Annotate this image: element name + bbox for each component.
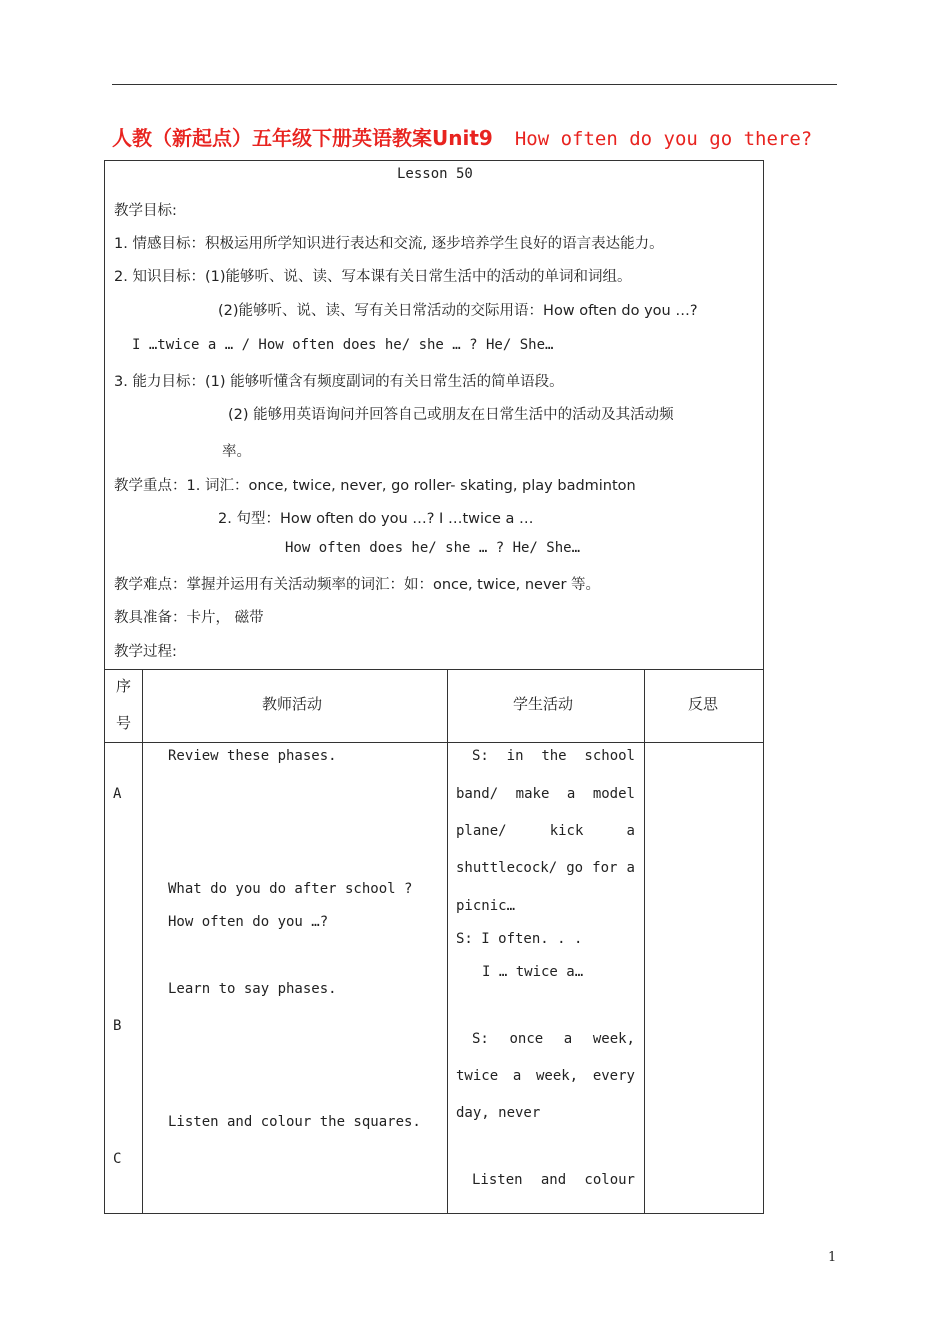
title-chinese: 人教（新起点）五年级下册英语教案Unit9 xyxy=(112,126,493,150)
teacher-activity-how-often: How often do you …? xyxy=(168,914,329,930)
student-line: twice a week, every xyxy=(456,1068,635,1084)
col-divider-1 xyxy=(142,669,143,1214)
ability-objective-2: (2) 能够用英语询问并回答自己或朋友在日常生活中的活动及其活动频 xyxy=(228,407,674,423)
lesson-label: Lesson 50 xyxy=(397,166,473,182)
student-line: S: once a week, xyxy=(472,1031,635,1047)
materials: 教具准备：卡片， 磁带 xyxy=(114,610,264,626)
document-title xyxy=(112,122,852,151)
header-student: 学生活动 xyxy=(513,695,574,713)
header-seq-2: 号 xyxy=(116,714,132,732)
difficulty: 教学难点：掌握并运用有关活动频率的词汇：如：once, twice, never 等。 xyxy=(114,577,601,593)
student-line: picnic… xyxy=(456,898,516,914)
teacher-activity-review: Review these phases. xyxy=(168,748,337,764)
ability-objective-1: 3. 能力目标：(1) 能够听懂含有频度副词的有关日常生活的简单语段。 xyxy=(114,374,564,390)
title-english: How often do you go there? xyxy=(514,128,813,150)
teacher-activity-learn: Learn to say phases. xyxy=(168,981,337,997)
student-line: plane/ kick a xyxy=(456,823,635,839)
table-top-rule xyxy=(104,669,764,670)
key-points-sentence: 2. 句型：How often do you …? I …twice a … xyxy=(218,511,534,527)
col-divider-2 xyxy=(447,669,448,1214)
col-divider-3 xyxy=(644,669,645,1214)
seq-label-a: A xyxy=(113,786,122,802)
student-line: shuttlecock/ go for a xyxy=(456,860,635,876)
knowledge-objective-3: I …twice a … / How often does he/ she … ? He/ She… xyxy=(132,337,554,353)
header-rule xyxy=(112,84,837,85)
header-bottom-rule xyxy=(104,742,764,743)
header-teacher: 教师活动 xyxy=(262,695,323,713)
header-reflection: 反思 xyxy=(688,695,719,713)
student-line: band/ make a model xyxy=(456,786,635,802)
student-line: S: I often. . . xyxy=(456,931,583,947)
student-line: I … twice a… xyxy=(482,964,584,980)
process-heading: 教学过程: xyxy=(114,644,177,660)
knowledge-objective-1: 2. 知识目标：(1)能够听、说、读、写本课有关日常生活中的活动的单词和词组。 xyxy=(114,269,632,285)
student-line: day, never xyxy=(456,1105,541,1121)
page-number: 1 xyxy=(828,1250,837,1265)
objectives-heading: 教学目标: xyxy=(114,203,177,219)
ability-objective-3: 率。 xyxy=(222,444,251,460)
teacher-activity-listen: Listen and colour the squares. xyxy=(168,1114,421,1130)
emotion-objective: 1. 情感目标：积极运用所学知识进行表达和交流, 逐步培养学生良好的语言表达能力。 xyxy=(114,236,664,252)
seq-label-c: C xyxy=(113,1151,122,1167)
seq-label-b: B xyxy=(113,1018,122,1034)
key-points-vocab: 教学重点：1. 词汇：once, twice, never, go roller- skating, play badminton xyxy=(114,478,636,494)
student-line: Listen and colour xyxy=(472,1172,635,1188)
student-line: S: in the school xyxy=(472,748,635,764)
knowledge-objective-2: (2)能够听、说、读、写有关日常活动的交际用语：How often do you …? xyxy=(218,303,698,319)
key-points-sentence-2: How often does he/ she … ? He/ She… xyxy=(285,540,581,556)
teacher-activity-question: What do you do after school ? xyxy=(168,881,413,897)
header-seq-1: 序 xyxy=(116,677,132,695)
